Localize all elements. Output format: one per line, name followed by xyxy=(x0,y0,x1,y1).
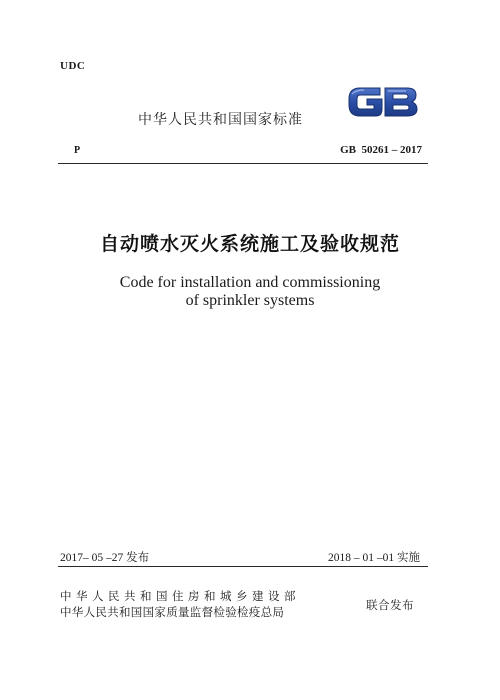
standard-number: GB 50261 – 2017 xyxy=(340,144,422,156)
udc-label: UDC xyxy=(60,60,86,72)
issue-date: 2017– 05 –27 发布 xyxy=(60,552,150,564)
issuer-ministry-housing: 中华人民共和国住房和城乡建设部 xyxy=(60,589,300,603)
title-english-line-2: of sprinkler systems xyxy=(185,292,315,309)
issuer-aqsiq: 中华人民共和国国家质量监督检验检疫总局 xyxy=(60,605,285,619)
title-english-line-1: Code for installation and commissioning xyxy=(119,274,381,291)
title-chinese: 自动喷水灭火系统施工及验收规范 xyxy=(99,233,400,255)
gb-logo xyxy=(346,82,420,122)
category-code: P xyxy=(74,145,81,156)
standard-type: 中华人民共和国国家标准 xyxy=(138,112,303,128)
joint-issue-label: 联合发布 xyxy=(366,598,414,612)
implementation-date: 2018 – 01 –01 实施 xyxy=(328,552,420,564)
header-divider xyxy=(58,163,428,164)
footer-divider xyxy=(58,566,428,567)
